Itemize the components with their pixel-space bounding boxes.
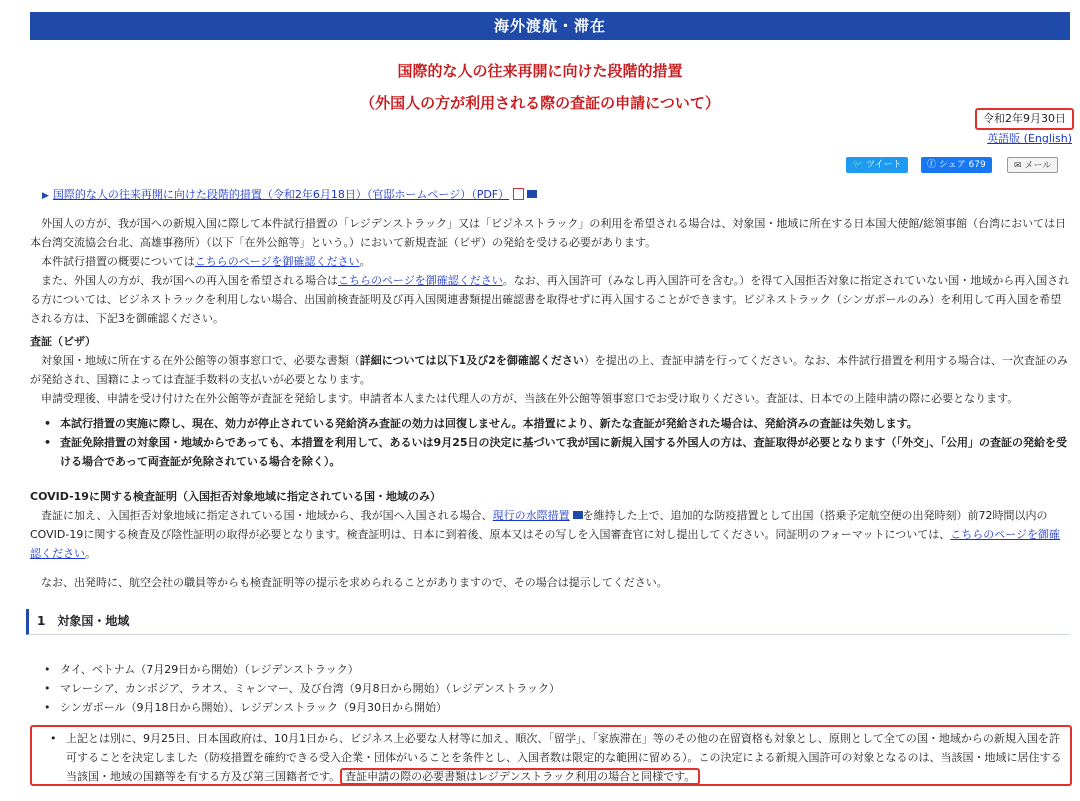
- border-measures-link[interactable]: 現行の水際措置: [492, 509, 570, 522]
- list-item: • 査証免除措置の対象国・地域からであっても、本措置を利用して、あるいは9月25日の決定に基づいて我が国に新規入国する外国人の方は、査証取得が必要となります（「外交」、「公用」の査証の発給を受ける場合であって両査証が免除されている場合を除く）。: [30, 433, 1070, 471]
- top-link-line: [42, 186, 537, 205]
- highlight-note: [30, 725, 1072, 786]
- triangle-icon: ▶: [42, 191, 49, 201]
- list-item: • タイ、ベトナム（7月29日から開始）（レジデンストラック）: [30, 660, 1070, 679]
- external-link-icon: [573, 511, 583, 519]
- facebook-icon: ⓕ: [927, 160, 939, 170]
- visa-notes-list: [30, 414, 1070, 471]
- english-version-link[interactable]: 英語版 (English): [987, 132, 1072, 145]
- list-item: • 本試行措置の実施に際し、現在、効力が停止されている発給済み査証の効力は回復しません。本措置により、新たな査証が発給された場合は、発給済みの査証は失効します。: [30, 414, 1070, 433]
- publish-date: 令和2年9月30日: [975, 108, 1074, 130]
- certificate-format-link[interactable]: こちらのページを御確認ください: [30, 528, 1061, 560]
- reentry-page-link[interactable]: こちらのページを御確認ください: [338, 274, 503, 287]
- twitter-icon: 🐦: [852, 160, 867, 170]
- covid-heading: COVID-19に関する検査証明（入国拒否対象地域に指定されている国・地域のみ）: [30, 490, 441, 503]
- page-title: 国際的な人の往来再開に向けた段階的措置: [397, 62, 683, 80]
- section-1-heading: 1 対象国・地域: [26, 609, 1070, 635]
- tweet-button[interactable]: 🐦 ツイート: [846, 157, 908, 173]
- intro-paragraph-2: 本件試行措置の概要についてはこちらのページを御確認ください。: [41, 255, 371, 268]
- visa-paragraph-2: 申請受理後、申請を受け付けた在外公館等が査証を発給します。申請者本人または代理人の方が、当該在外公館等領事窓口でお受け取りください。査証は、日本での上陸申請の際に必要となります。: [41, 392, 1019, 405]
- list-item: • マレーシア、カンボジア、ラオス、ミャンマー、及び台湾（9月8日から開始）（レジデンストラック）: [30, 679, 1070, 698]
- intro-paragraph-3: また、外国人の方が、我が国への再入国を希望される場合はこちらのページを御確認ください。なお、再入国許可（みなし再入国許可を含む。）を得て入国拒否対象に指定されていない国・地域から再入国される方については、ビジネストラックを利用しない場合、出国前検査証明及び再入国関連書類提出確認書を取得せずに再入国することができます。ビジネストラック（シンガポールのみ）を利用して再入国を希望される方は、下記3を御確認ください。: [30, 274, 1070, 325]
- official-pdf-link[interactable]: 国際的な人の往来再開に向けた段階的措置（令和2年6月18日）（官邸ホームページ）（PDF）: [52, 188, 510, 201]
- intro-paragraph-1: 外国人の方が、我が国への新規入国に際して本件試行措置の「レジデンストラック」又は「ビジネストラック」の利用を希望される場合は、対象国・地域に所在する日本国大使館/総領事館（台湾においては日本台湾交流協会台北、高雄事務所）（以下「在外公館等」という。）において新規査証（ビザ）の発給を受ける必要があります。: [30, 217, 1067, 249]
- highlight-list: [36, 729, 1066, 786]
- page-subtitle: （外国人の方が利用される際の査証の申請について）: [360, 94, 720, 112]
- covid-section: [30, 487, 1070, 592]
- external-link-icon: [527, 190, 537, 198]
- highlighted-text: 査証申請の際の必要書類はレジデンストラック利用の場合と同様です。: [340, 768, 700, 785]
- facebook-share-button[interactable]: ⓕ シェア 679: [921, 157, 992, 173]
- target-countries-list: [30, 660, 1070, 717]
- visa-paragraph-1: 対象国・地域に所在する在外公館等の領事窓口で、必要な書類（詳細については以下1及び2を御確認ください）を提出の上、査証申請を行ってください。なお、本件試行措置を利用する場合は、一次査証のみが発給され、国籍によっては査証手数料の支払いが必要となります。: [30, 354, 1068, 386]
- list-item: • シンガポール（9月18日から開始）、レジデンストラック（9月30日から開始）: [30, 698, 1070, 717]
- intro-section: [30, 214, 1070, 328]
- mail-button[interactable]: ✉ メール: [1007, 157, 1058, 173]
- list-item: • 上記とは別に、9月25日、日本国政府は、10月1日から、ビジネス上必要な人材等に加え、順次、「留学」、「家族滞在」等のその他の在留資格も対象とし、原則として全ての国・地域からの新規入国を許可することを決定しました（防疫措置を確約できる受入企業・団体がいることを条件とし、入国者数は限定的な範囲に留める）。この決定による新規入国許可の対象となるのは、当該国・地域に居住する当該国・地域の国籍等を有する方及び第三国籍者です。 査証申請の際の必要書類はレジデンストラック利用の場合と同様です。: [36, 729, 1066, 786]
- target-countries-section: [30, 660, 1070, 717]
- covid-paragraph-2: なお、出発時に、航空会社の職員等からも検査証明等の提示を求められることがありますので、その場合は提示してください。: [41, 576, 668, 589]
- overview-page-link[interactable]: こちらのページを御確認ください: [194, 255, 360, 268]
- page-banner: 海外渡航・滞在: [30, 12, 1070, 40]
- visa-section: [30, 332, 1070, 471]
- covid-paragraph-1: 査証に加え、入国拒否対象地域に指定されている国・地域から、我が国へ入国される場合、現行の水際措置 を維持した上で、追加的な防疫措置として出国（搭乗予定航空便の出発時刻）前72時間以内のCOVID-19に関する検査及び陰性証明の取得が必要となります。検査証明は、日本に到着後、原本又はその写しを入国審査官に対し提出してください。同証明のフォーマットについては、こちらのページを御確認ください。: [30, 509, 1061, 560]
- pdf-icon: [513, 188, 524, 200]
- mail-icon: ✉: [1014, 161, 1025, 171]
- visa-heading: 査証（ビザ）: [30, 335, 96, 348]
